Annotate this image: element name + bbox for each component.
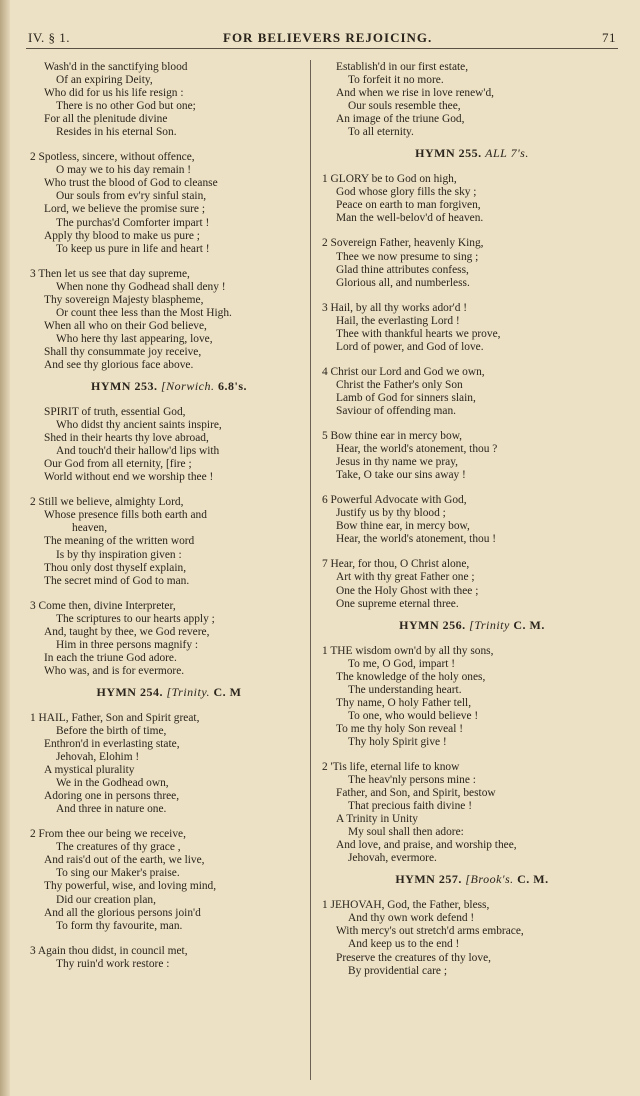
right-column [322, 61, 622, 978]
verse-line: Our God from all eternity, [fire ; [44, 458, 192, 471]
verse-line: And love, and praise, and worship thee, [336, 839, 517, 852]
verse-line: The meaning of the written word [44, 535, 195, 548]
hymn-heading [322, 619, 622, 635]
stanza-gap [30, 816, 308, 828]
verse-line: Peace on earth to man forgiven, [336, 199, 481, 212]
verse-line: That precious faith divine ! [348, 800, 472, 813]
verse-line: Who here thy last appearing, love, [56, 332, 213, 345]
verse-line: Justify us by thy blood ; [336, 507, 446, 520]
verse-line: Take, O take our sins away ! [336, 469, 466, 482]
hymn-tune: ALL 7's. [485, 146, 529, 161]
stanza-gap [30, 139, 308, 151]
verse-line: And three in nature one. [56, 803, 167, 816]
verse-line: 3 Hail, by all thy works ador'd ! [322, 301, 468, 314]
verse-line: 2 Still we believe, almighty Lord, [30, 496, 184, 509]
verse-line: The heav'nly persons mine : [348, 774, 476, 787]
verse-line: O may we to his day remain ! [56, 164, 192, 177]
verse-line: 3 Again thou didst, in council met, [30, 944, 188, 957]
hymn-heading [322, 147, 622, 163]
verse-line: To form thy favourite, man. [56, 919, 183, 932]
verse-line: Who was, and is for evermore. [44, 664, 185, 677]
verse-line: Jehovah, Elohim ! [56, 751, 140, 764]
verse-line: 4 Christ our Lord and God we own, [322, 365, 485, 378]
verse-line: Did our creation plan, [56, 893, 156, 906]
verse-line: An image of the triune God, [336, 113, 465, 126]
running-header [28, 30, 616, 50]
hymn-tune: [Trinity. [166, 684, 211, 699]
verse-line: Thy ruin'd work restore : [56, 957, 170, 970]
verse-line: Father, and Son, and Spirit, bestow [336, 787, 496, 800]
stanza-gap [322, 418, 622, 430]
verse-line: When all who on their God believe, [44, 319, 207, 332]
verse-line: And keep us to the end ! [348, 938, 460, 951]
verse-line: Is by thy inspiration given : [56, 548, 182, 561]
verse-line: And touch'd their hallow'd lips with [56, 445, 220, 458]
verse-line: World without end we worship thee ! [44, 471, 214, 484]
verse-line: The purchas'd Comforter impart ! [56, 216, 210, 229]
section-marker: IV. § 1. [28, 30, 71, 45]
verse-line: The secret mind of God to man. [44, 574, 190, 587]
hymn-number: HYMN 257. [395, 872, 462, 887]
running-title: FOR BELIEVERS REJOICING. [223, 30, 433, 45]
stanza-gap [322, 482, 622, 494]
verse-line: Bow thine ear, in mercy bow, [336, 520, 470, 533]
verse-line: 1 JEHOVAH, God, the Father, bless, [322, 899, 490, 912]
verse-line: Him in three persons magnify : [56, 638, 199, 651]
hymn-number: HYMN 254. [96, 684, 163, 699]
verse-line: 2 Sovereign Father, heavenly King, [322, 237, 484, 250]
verse-line: We in the Godhead own, [56, 777, 169, 790]
verse-line: 6 Powerful Advocate with God, [322, 494, 467, 507]
stanza-gap [30, 484, 308, 496]
column-divider [310, 60, 311, 1080]
verse-line: A mystical plurality [44, 764, 135, 777]
verse-line: 3 Then let us see that day supreme, [30, 267, 190, 280]
verse-line: The knowledge of the holy ones, [336, 670, 486, 683]
verse-line: SPIRIT of truth, essential God, [44, 406, 186, 419]
verse-line: A Trinity in Unity [336, 813, 418, 826]
verse-line: 2 'Tis life, eternal life to know [322, 760, 460, 773]
verse-line: In each the triune God adore. [44, 651, 177, 664]
verse-line: Enthron'd in everlasting state, [44, 738, 180, 751]
hymn-tune: [Trinity [469, 617, 510, 632]
verse-line: Who didst thy ancient saints inspire, [56, 419, 222, 432]
verse-line: Lord, we believe the promise sure ; [44, 203, 205, 216]
hymn-meter: C. M. [517, 872, 549, 887]
verse-line: 1 GLORY be to God on high, [322, 173, 457, 186]
verse-line: And when we rise in love renew'd, [336, 87, 494, 100]
verse-line: One supreme eternal three. [336, 597, 459, 610]
verse-line: Of an expiring Deity, [56, 74, 153, 87]
verse-line: And rais'd out of the earth, we live, [44, 854, 205, 867]
verse-line: Hear, the world's atonement, thou ! [336, 533, 497, 546]
verse-line: Our souls from ev'ry sinful stain, [56, 190, 207, 203]
verse-line: 2 Spotless, sincere, without offence, [30, 151, 195, 164]
stanza-gap [322, 749, 622, 761]
verse-line: There is no other God but one; [56, 100, 196, 113]
verse-line: Glad thine attributes confess, [336, 263, 469, 276]
verse-line: God whose glory fills the sky ; [336, 186, 477, 199]
verse-line: Thy powerful, wise, and loving mind, [44, 880, 217, 893]
header-rule [26, 48, 618, 49]
verse-line: Art with thy great Father one ; [336, 571, 475, 584]
page-gutter-edge [0, 0, 10, 1096]
verse-line: To forfeit it no more. [348, 74, 444, 87]
verse-line: Apply thy blood to make us pure ; [44, 229, 200, 242]
verse-line: Saviour of offending man. [336, 404, 457, 417]
verse-line: Or count thee less than the Most High. [56, 306, 232, 319]
verse-line: Resides in his eternal Son. [56, 126, 177, 139]
verse-line: 1 THE wisdom own'd by all thy sons, [322, 644, 494, 657]
verse-line: 1 HAIL, Father, Son and Spirit great, [30, 711, 200, 724]
verse-line: One the Holy Ghost with thee ; [336, 584, 479, 597]
verse-line: Our souls resemble thee, [348, 100, 461, 113]
verse-line: Glorious all, and numberless. [336, 276, 470, 289]
stanza-gap [322, 225, 622, 237]
verse-line: The creatures of thy grace , [56, 841, 181, 854]
hymn-number: HYMN 256. [399, 617, 466, 632]
verse-line: My soul shall then adore: [348, 826, 464, 839]
verse-line: With mercy's out stretch'd arms embrace, [336, 925, 524, 938]
verse-line: Thee we now presume to sing ; [336, 250, 479, 263]
hymn-tune: [Brook's. [465, 872, 514, 887]
hymn-number: HYMN 255. [415, 146, 482, 161]
hymn-number: HYMN 253. [90, 379, 158, 394]
stanza-gap [322, 354, 622, 366]
verse-line: Establish'd in our first estate, [336, 61, 469, 73]
verse-line: To me thy holy Son reveal ! [336, 722, 464, 735]
stanza-gap [30, 933, 308, 945]
stanza-gap [322, 546, 622, 558]
hymn-meter: 6.8's. [218, 379, 248, 394]
verse-line: The scriptures to our hearts apply ; [56, 612, 215, 625]
verse-line: 5 Bow thine ear in mercy bow, [322, 430, 463, 443]
verse-line: Adoring one in persons three, [44, 790, 180, 803]
verse-line: Lamb of God for sinners slain, [336, 391, 476, 404]
verse-line: Lord of power, and God of love. [336, 340, 484, 353]
stanza-gap [30, 588, 308, 600]
verse-line: Before the birth of time, [56, 724, 167, 737]
verse-line: Who did for us his life resign : [44, 87, 184, 100]
verse-line: 2 From thee our being we receive, [30, 828, 186, 841]
verse-line: Christ the Father's only Son [336, 378, 463, 391]
verse-line: To all eternity. [348, 126, 414, 139]
hymn-meter: C. M. [513, 617, 545, 632]
page-number: 71 [602, 30, 616, 45]
verse-line: Who trust the blood of God to cleanse [44, 177, 218, 190]
verse-line: Man the well-belov'd of heaven. [336, 212, 484, 225]
verse-line: Thy holy Spirit give ! [348, 735, 447, 748]
verse-line: Preserve the creatures of thy love, [336, 951, 491, 964]
verse-line: Thee with thankful hearts we prove, [336, 327, 501, 340]
verse-line: To one, who would believe ! [348, 709, 479, 722]
verse-line: Wash'd in the sanctifying blood [44, 61, 188, 73]
verse-line: By providential care ; [348, 964, 448, 977]
left-column [30, 61, 308, 971]
verse-line: Whose presence fills both earth and [44, 509, 207, 522]
stanza-gap [30, 256, 308, 268]
verse-line: And, taught by thee, we God revere, [44, 625, 210, 638]
verse-line: 3 Come then, divine Interpreter, [30, 599, 176, 612]
hymn-heading [30, 380, 308, 396]
verse-line: Thou only dost thyself explain, [44, 561, 187, 574]
verse-line: To keep us pure in life and heart ! [56, 242, 210, 255]
verse-line: Shall thy consummate joy receive, [44, 345, 202, 358]
verse-line: heaven, [72, 522, 108, 535]
verse-line: Jesus in thy name we pray, [336, 456, 458, 469]
verse-line: And see thy glorious face above. [44, 358, 194, 371]
verse-line: Jehovah, evermore. [348, 852, 437, 865]
verse-line: To me, O God, impart ! [348, 657, 456, 670]
verse-line: For all the plenitude divine [44, 113, 168, 126]
verse-line: The understanding heart. [348, 683, 462, 696]
verse-line: Thy name, O holy Father tell, [336, 696, 472, 709]
verse-line: When none thy Godhead shall deny ! [56, 280, 226, 293]
hymn-heading [30, 686, 308, 702]
verse-line: Thy sovereign Majesty blaspheme, [44, 293, 204, 306]
verse-line: And all the glorious persons join'd [44, 906, 201, 919]
hymn-heading [322, 873, 622, 889]
hymn-tune: [Norwich. [160, 379, 215, 394]
verse-line: Hear, the world's atonement, thou ? [336, 443, 498, 456]
verse-line: To sing our Maker's praise. [56, 867, 180, 880]
verse-line: And thy own work defend ! [348, 912, 475, 925]
hymn-meter: C. M [213, 684, 242, 699]
verse-line: 7 Hear, for thou, O Christ alone, [322, 558, 470, 571]
verse-line: Shed in their hearts thy love abroad, [44, 432, 209, 445]
verse-line: Hail, the everlasting Lord ! [336, 314, 460, 327]
stanza-gap [322, 290, 622, 302]
